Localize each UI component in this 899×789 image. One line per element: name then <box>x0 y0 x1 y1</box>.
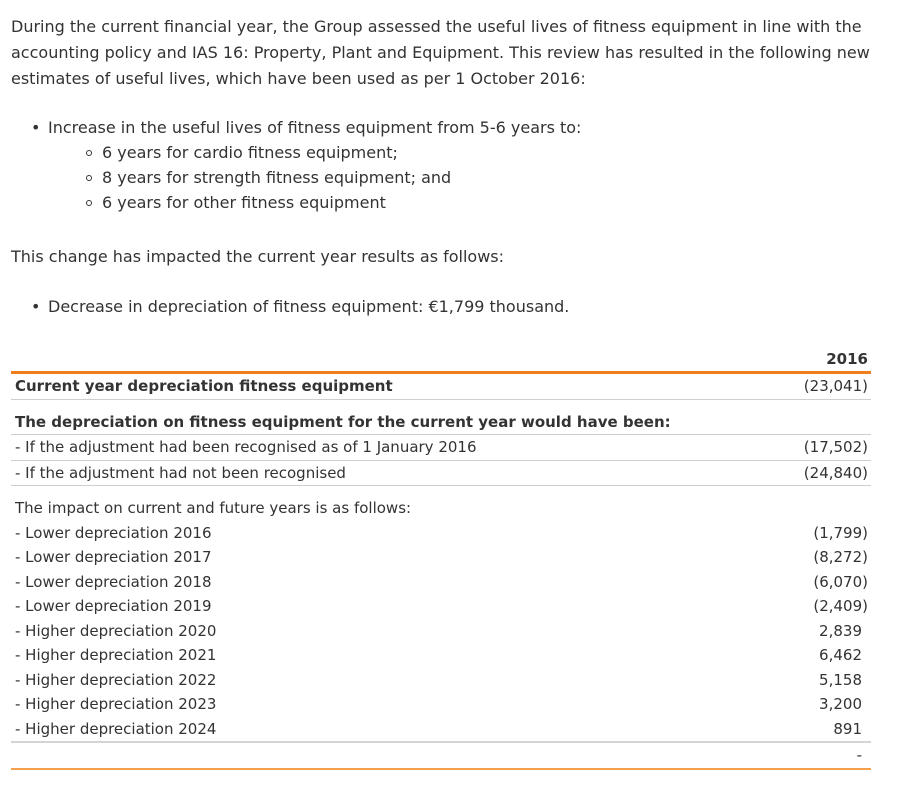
row-value: (17,502) <box>803 438 868 456</box>
row-value: (23,041) <box>803 377 868 395</box>
bullet-main-text: Increase in the useful lives of fitness equipment from 5-6 years to: <box>48 118 582 137</box>
row-label: - Lower depreciation 2017 <box>15 548 212 566</box>
row-label: - Lower depreciation 2019 <box>15 597 212 615</box>
impact-list <box>31 294 569 319</box>
row-value: 6,462 <box>819 646 862 664</box>
table-row <box>11 521 871 546</box>
table-row <box>11 570 871 595</box>
row-label: The depreciation on fitness equipment for the current year would have been: <box>15 412 671 431</box>
table-section-heading <box>11 410 871 435</box>
table-row <box>11 643 871 668</box>
row-value: (1,799) <box>813 523 868 542</box>
year-header: 2016 <box>826 350 868 368</box>
row-value: (8,272) <box>813 548 868 566</box>
row-value: (6,070) <box>813 572 868 591</box>
list-item: • Decrease in depreciation of fitness equipment: €1,799 thousand. <box>31 294 569 319</box>
sub-list-item: 8 years for strength fitness equipment; and <box>84 165 581 190</box>
total-value: - <box>856 746 862 764</box>
row-label: - Higher depreciation 2022 <box>15 670 217 689</box>
sub-list-item: 6 years for other fitness equipment <box>84 190 581 215</box>
table-row <box>11 374 871 399</box>
row-value: 3,200 <box>819 695 862 713</box>
table-row <box>11 594 871 619</box>
intro-paragraph: During the current financial year, the Group assessed the useful lives of fitness equipment in line with the accounting policy and IAS 16: Property, Plant and Equipment. This review has resulted in the following new estimates of useful lives, which have been used as per 1 October 2016: <box>11 17 870 88</box>
row-value: (24,840) <box>803 463 868 482</box>
row-value: 2,839 <box>819 621 862 640</box>
row-label: - Lower depreciation 2018 <box>15 572 212 591</box>
table-row <box>11 545 871 570</box>
row-label: - Lower depreciation 2016 <box>15 523 212 542</box>
row-label: - Higher depreciation 2020 <box>15 621 217 640</box>
row-value: (2,409) <box>813 597 868 615</box>
row-value: 891 <box>833 719 862 738</box>
row-label: - Higher depreciation 2021 <box>15 646 217 664</box>
row-label: Current year depreciation fitness equipment <box>15 377 393 395</box>
table-row <box>11 461 871 486</box>
table-header-row <box>11 348 871 371</box>
table-section-heading <box>11 496 871 521</box>
table-row <box>11 619 871 644</box>
list-item <box>31 115 581 215</box>
row-label: - Higher depreciation 2023 <box>15 695 217 713</box>
row-label: - If the adjustment had not been recognised <box>15 463 346 482</box>
useful-lives-list <box>31 115 581 215</box>
footer-divider <box>11 768 871 770</box>
table-row <box>11 717 871 742</box>
table-row <box>11 692 871 717</box>
row-label: - If the adjustment had been recognised as of 1 January 2016 <box>15 438 477 456</box>
table-row <box>11 668 871 693</box>
change-paragraph: This change has impacted the current year results as follows: <box>11 247 505 266</box>
row-label: - Higher depreciation 2024 <box>15 719 217 738</box>
table-row <box>11 435 871 460</box>
row-value: 5,158 <box>819 670 862 689</box>
depreciation-table <box>11 348 871 770</box>
sub-list <box>48 140 581 215</box>
sub-list-item: 6 years for cardio fitness equipment; <box>84 140 581 165</box>
table-total-row <box>11 743 871 768</box>
row-label: The impact on current and future years is as follows: <box>15 499 412 517</box>
